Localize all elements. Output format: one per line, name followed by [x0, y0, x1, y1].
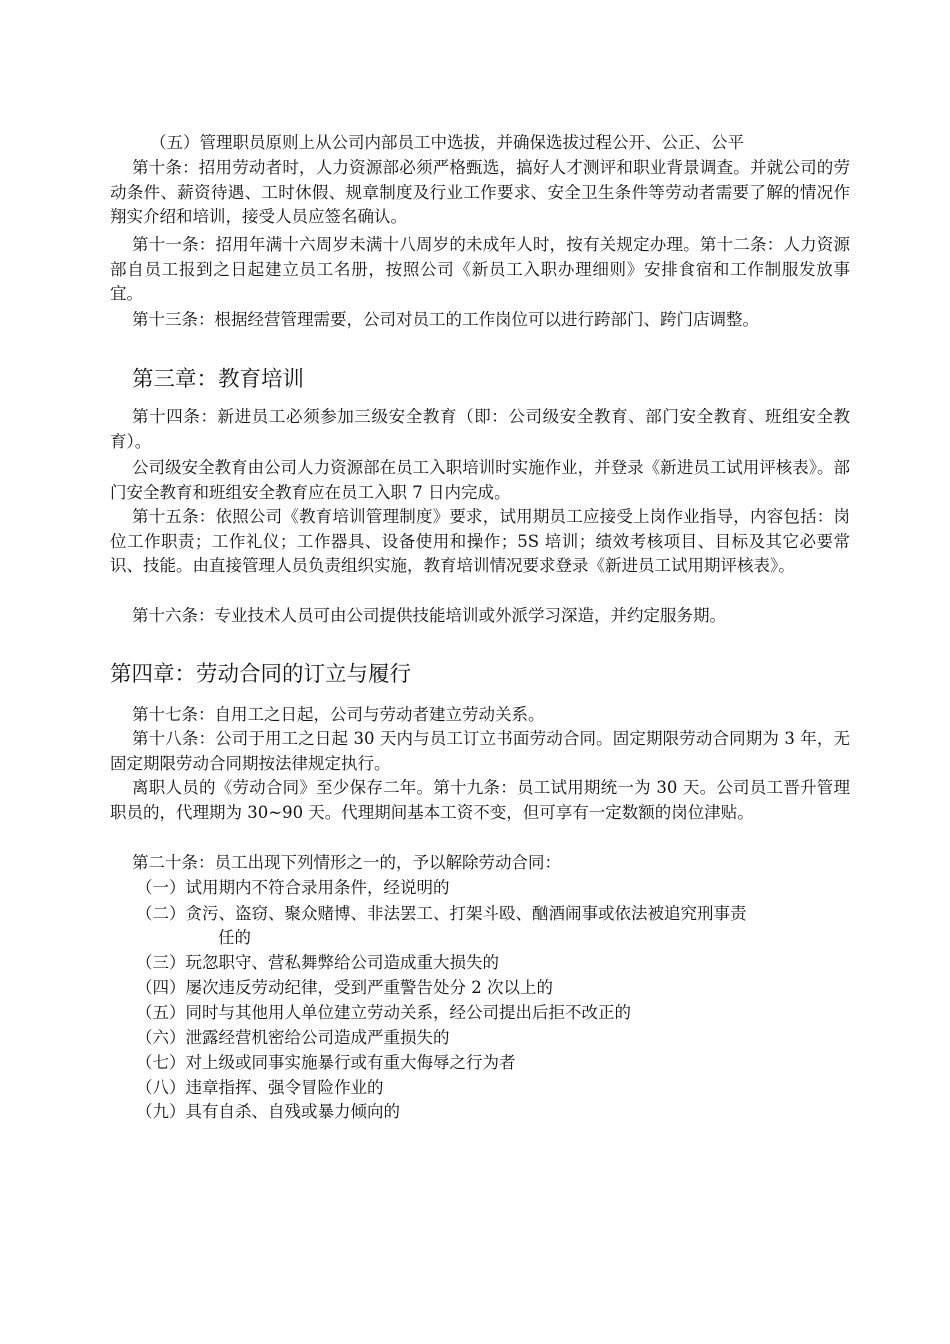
archive-paragraph: 离职人员的《劳动合同》至少保存二年。第十九条：员工试用期统一为 30 天。公司员工晋升管理职员的，代理期为 30~90 天。代理期间基本工资不变，但可享有一定数额的岗位津贴。 [110, 778, 850, 822]
list-item: （二）贪污、盗窃、聚众赌博、非法罢工、打架斗殴、酗酒闹事或依法被追究刑事责 [136, 904, 747, 923]
list-item-continuation: 任的 [218, 928, 251, 947]
list-item: （一）试用期内不符合录用条件，经说明的 [136, 878, 450, 897]
article-10: 第十条：招用劳动者时，人力资源部必须严格甄选，搞好人才测评和职业背景调查。并就公司的劳动条件、薪资待遇、工时休假、规章制度及行业工作要求、安全卫生条件等劳动者需要了解的情况作翔实介绍和培训，接受人员应签名确认。 [110, 158, 850, 226]
article-20: 第二十条：员工出现下列情形之一的，予以解除劳动合同： [132, 853, 561, 872]
chapter-4-title: 第四章：劳动合同的订立与履行 [110, 662, 412, 687]
list-item: （三）玩忽职守、营私舞弊给公司造成重大损失的 [136, 953, 499, 972]
article-15: 第十五条：依照公司《教育培训管理制度》要求，试用期员工应接受上岗作业指导，内容包括：岗位工作职责；工作礼仪；工作器具、设备使用和操作；5S 培训；绩效考核项目、目标及其它必要常识、技能。由直接管理人员负责组织实施，教育培训情况要求登录《新进员工试用期评核表》。 [110, 507, 850, 575]
intro-line: （五）管理职员原则上从公司内部员工中选拔，并确保选拔过程公开、公正、公平 [150, 133, 744, 152]
article-11: 第十一条：招用年满十六周岁未满十八周岁的未成年人时，按有关规定办理。第十二条：人力资源部自员工报到之日起建立员工名册，按照公司《新员工入职办理细则》安排食宿和工作制服发放事宜。 [110, 235, 850, 303]
list-item: （八）违章指挥、强令冒险作业的 [136, 1078, 384, 1097]
list-item: （五）同时与其他用人单位建立劳动关系，经公司提出后拒不改正的 [136, 1003, 631, 1022]
chapter-3-title: 第三章：教育培训 [132, 367, 305, 392]
list-item: （七）对上级或同事实施暴行或有重大侮辱之行为者 [136, 1053, 516, 1072]
article-14: 第十四条：新进员工必须参加三级安全教育（即：公司级安全教育、部门安全教育、班组安全教育）。 [110, 407, 850, 451]
list-item: （九）具有自杀、自残或暴力倾向的 [136, 1102, 400, 1121]
safety-education-paragraph: 公司级安全教育由公司人力资源部在员工入职培训时实施作业，并登录《新进员工试用评核表》。部门安全教育和班组安全教育应在员工入职 7 日内完成。 [110, 458, 850, 502]
article-18: 第十八条：公司于用工之日起 30 天内与员工订立书面劳动合同。固定期限劳动合同期为 3 年，无固定期限劳动合同期按法律规定执行。 [110, 729, 850, 773]
article-16: 第十六条：专业技术人员可由公司提供技能培训或外派学习深造，并约定服务期。 [132, 606, 726, 625]
article-17: 第十七条：自用工之日起，公司与劳动者建立劳动关系。 [132, 705, 545, 724]
article-13: 第十三条：根据经营管理需要，公司对员工的工作岗位可以进行跨部门、跨门店调整。 [132, 310, 759, 329]
list-item: （六）泄露经营机密给公司造成严重损失的 [136, 1028, 450, 1047]
list-item: （四）屡次违反劳动纪律，受到严重警告处分 2 次以上的 [136, 978, 553, 997]
